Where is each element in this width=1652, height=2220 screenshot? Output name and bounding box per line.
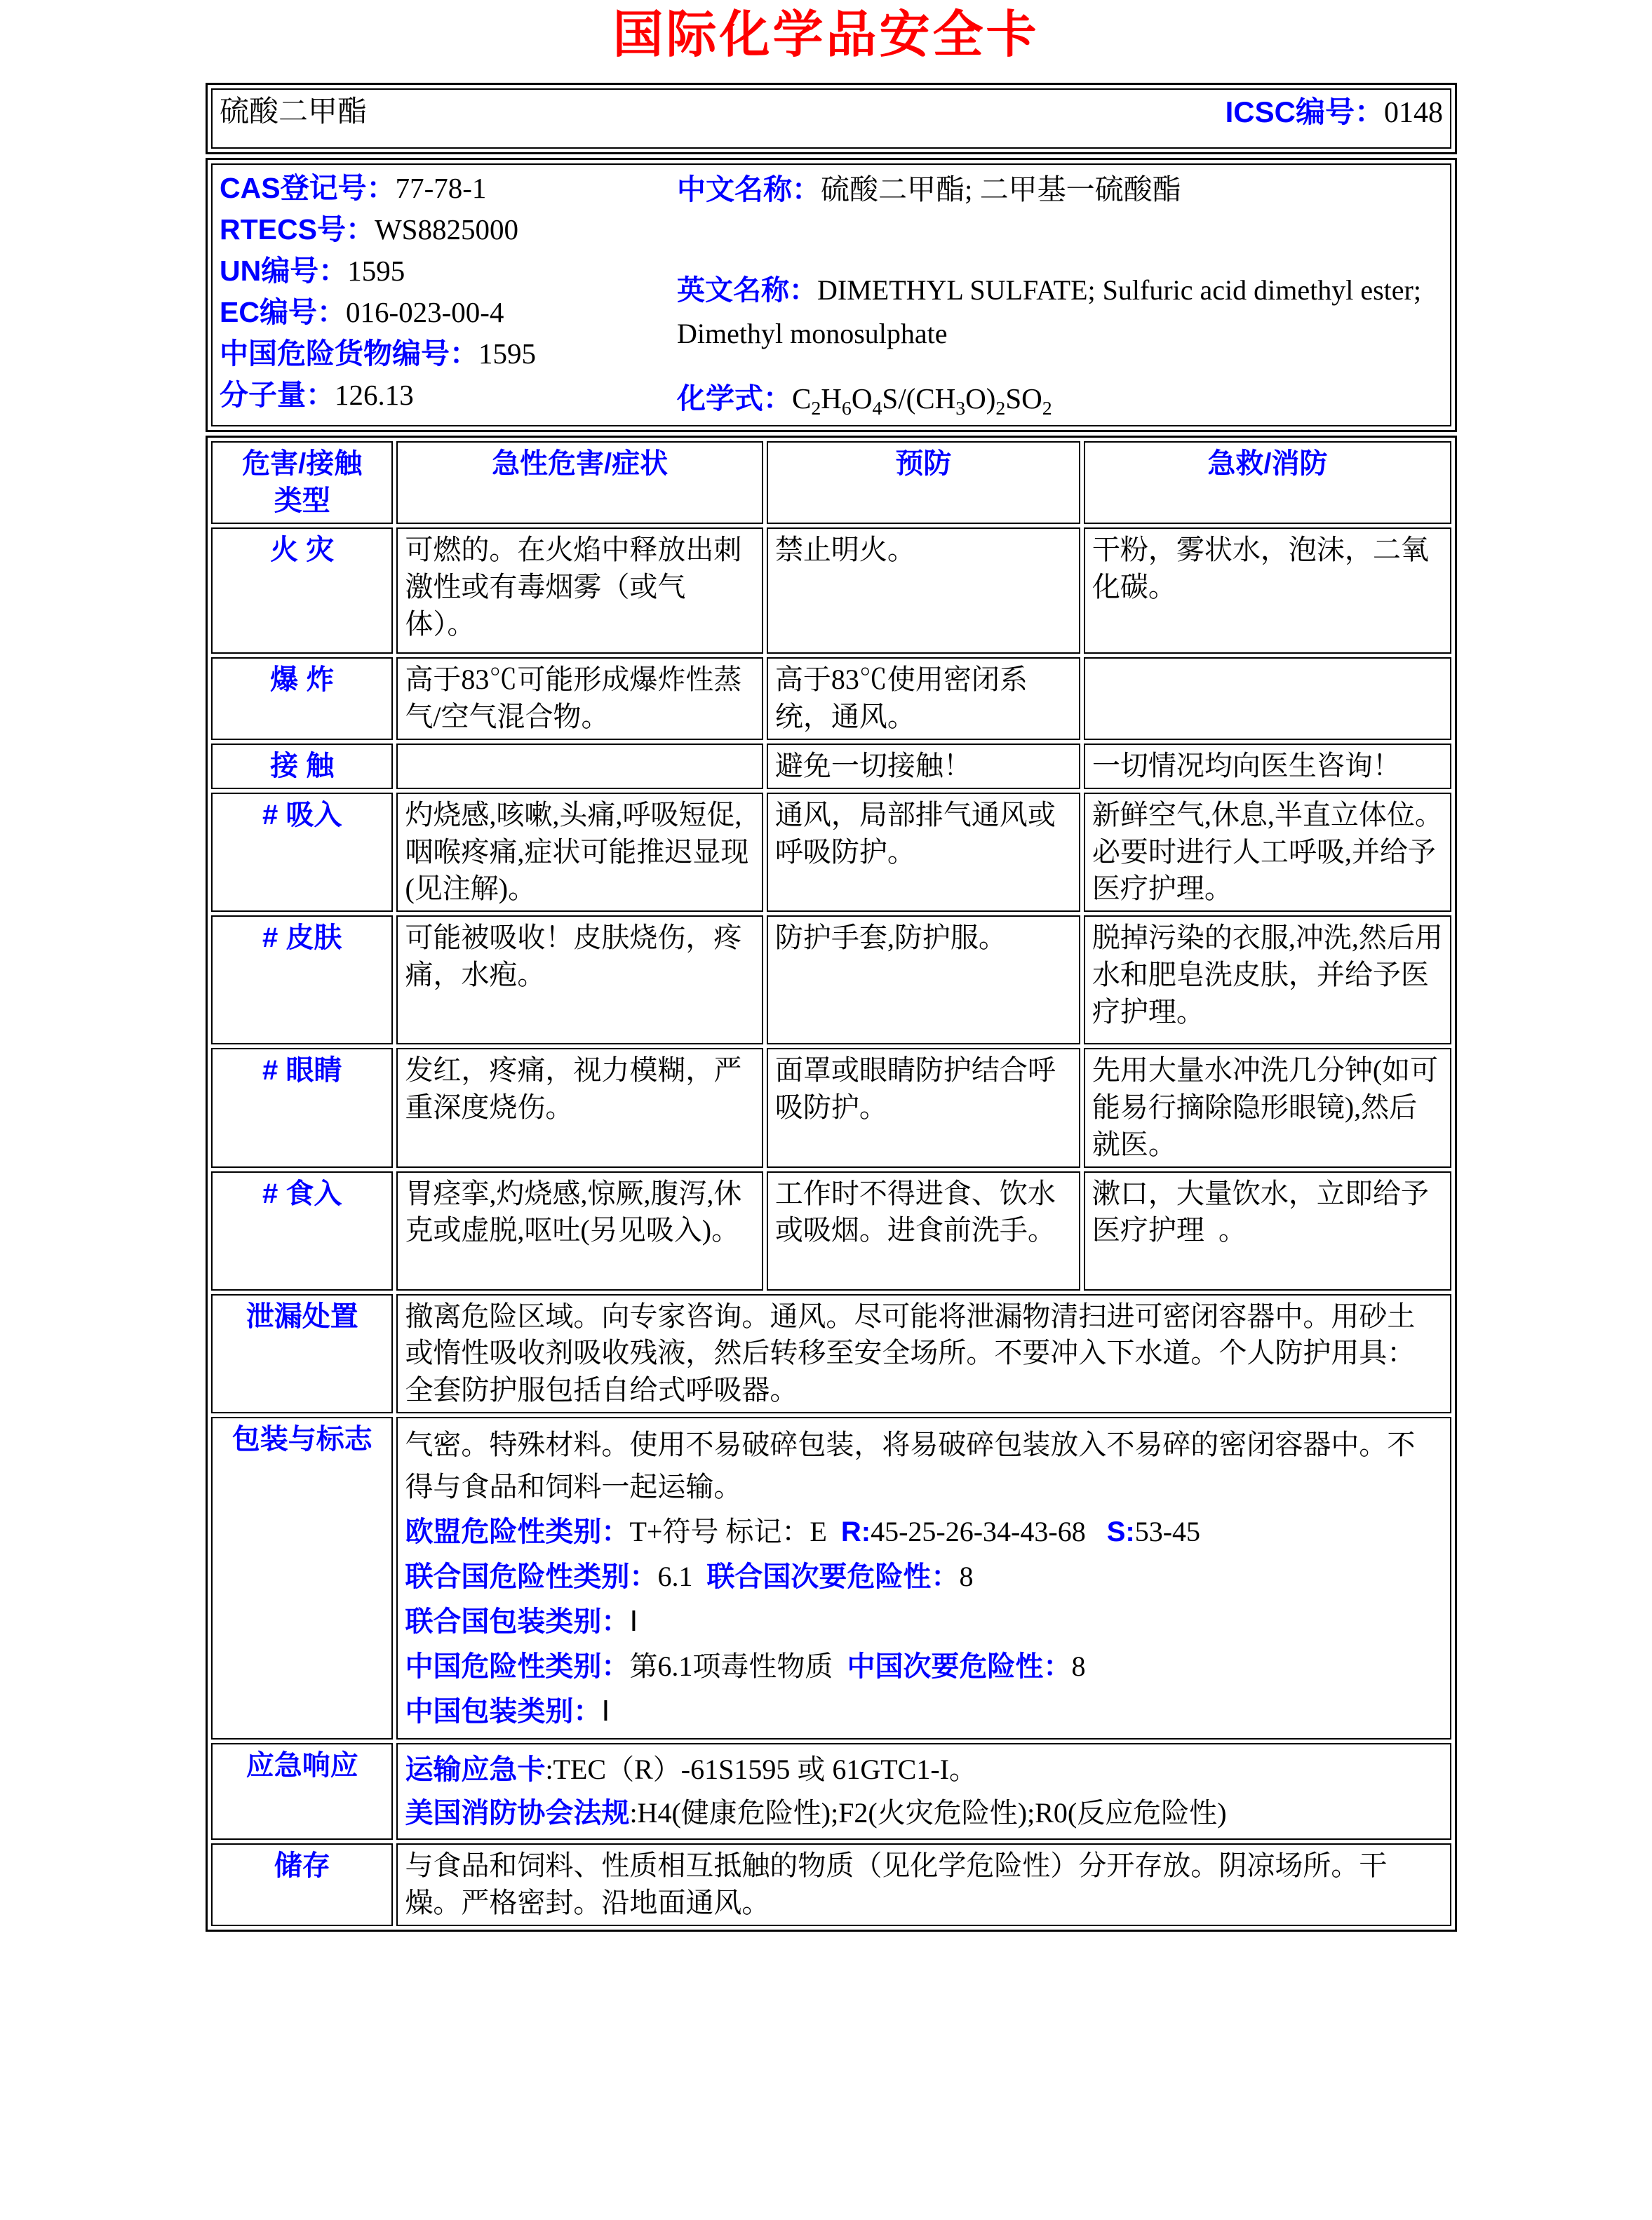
header-prevention: 预防 — [767, 441, 1080, 524]
name-bar-cell — [211, 88, 1451, 149]
english-name-line — [677, 269, 1443, 356]
row-label-emergency-response: 应急响应 — [211, 1743, 393, 1840]
hazard-table — [206, 436, 1457, 1932]
explosion-prevention-cell: 高于83℃使用密闭系统，通风。 — [767, 657, 1080, 740]
hazard-row-skin — [211, 915, 1451, 1044]
spill-disposal-cell: 撤离危险区域。向专家咨询。通风。尽可能将泄漏物清扫进可密闭容器中。用砂土或惰性吸收剂吸收残液，然后转移至安全场所。不要冲入下水道。个人防护用具：全套防护服包括自给式呼吸器。 — [396, 1294, 1451, 1413]
explosion-response-cell — [1084, 657, 1451, 740]
icsc-number-group — [1225, 93, 1443, 133]
un-packing-group-line: 联合国包装类别：Ⅰ — [405, 1606, 638, 1638]
icsc-label: ICSC编号： — [1225, 95, 1384, 128]
hazard-row-ingestion — [211, 1171, 1451, 1291]
row-label-storage: 储存 — [211, 1843, 393, 1926]
cas-number-line — [220, 168, 669, 209]
safety-card-sheet — [206, 83, 1457, 1935]
un-number-value: 1595 — [347, 255, 405, 288]
molecular-weight-line — [220, 375, 669, 416]
skin-prevention-cell: 防护手套,防护服。 — [767, 915, 1080, 1044]
header-response: 急救/消防 — [1084, 441, 1451, 524]
inhalation-symptoms-cell: 灼烧感,咳嗽,头痛,呼吸短促,咽喉疼痛,症状可能推迟显现(见注解)。 — [396, 793, 763, 912]
name-bar-table — [206, 83, 1457, 154]
china-classification-line: 中国危险性类别：第6.1项毒性物质 中国次要危险性：8 — [405, 1650, 1086, 1683]
china-packing-group-line: 中国包装类别：Ⅰ — [405, 1695, 610, 1728]
rtecs-number-line — [220, 209, 669, 250]
identification-table — [206, 158, 1457, 432]
un-number-line — [220, 250, 669, 292]
page-title: 国际化学品安全卡 — [612, 7, 1040, 63]
spill-disposal-row — [211, 1294, 1451, 1413]
ingestion-prevention-cell: 工作时不得进食、饮水或吸烟。进食前洗手。 — [767, 1171, 1080, 1291]
contact-symptoms-cell — [396, 744, 763, 789]
molecular-weight-label: 分子量： — [220, 379, 335, 412]
row-label-ingestion: # 食入 — [211, 1171, 393, 1291]
emergency-response-row — [211, 1743, 1451, 1840]
english-name-label: 英文名称： — [677, 275, 817, 307]
row-label-fire: 火 灾 — [211, 527, 393, 654]
chemical-formula-label: 化学式： — [677, 382, 792, 415]
china-dg-number-label: 中国危险货物编号： — [220, 337, 478, 370]
storage-cell: 与食品和饲料、性质相互抵触的物质（见化学危险性）分开存放。阴凉场所。干燥。严格密封。沿地面通风。 — [396, 1843, 1451, 1926]
header-symptoms: 急性危害/症状 — [396, 441, 763, 524]
explosion-symptoms-cell: 高于83℃可能形成爆炸性蒸气/空气混合物。 — [396, 657, 763, 740]
storage-row — [211, 1843, 1451, 1926]
chinese-name-line — [677, 170, 1443, 208]
skin-response-cell: 脱掉污染的衣服,冲洗,然后用水和肥皂洗皮肤，并给予医疗护理。 — [1084, 915, 1451, 1044]
skin-symptoms-cell: 可能被吸收！皮肤烧伤，疼痛，水疱。 — [396, 915, 763, 1044]
hazard-row-fire — [211, 527, 1451, 654]
ec-number-line — [220, 292, 669, 333]
packaging-labelling-row — [211, 1417, 1451, 1740]
hazard-row-eyes — [211, 1048, 1451, 1167]
un-number-label: UN编号： — [220, 255, 348, 288]
header-hazard-type-line2: 类型 — [274, 485, 330, 516]
rtecs-number-value: WS8825000 — [374, 213, 518, 246]
substance-name: 硫酸二甲酯 — [220, 96, 368, 128]
chemical-formula-value: $C_2H_6O_4S/(CH_3O)_2SO_2$ — [792, 382, 1052, 420]
row-label-spill-disposal: 泄漏处置 — [211, 1294, 393, 1413]
cas-number-label: CAS登记号： — [220, 172, 396, 205]
identification-cell — [211, 163, 1451, 426]
inhalation-response-cell: 新鲜空气,休息,半直立体位。必要时进行人工呼吸,并给予医疗护理。 — [1084, 793, 1451, 912]
un-classification-line: 联合国危险性类别：6.1 联合国次要危险性：8 — [405, 1561, 974, 1593]
emergency-response-cell — [396, 1743, 1451, 1840]
hazard-header-row — [211, 441, 1451, 524]
eyes-response-cell: 先用大量水冲洗几分钟(如可能易行摘除隐形眼镜),然后就医。 — [1084, 1048, 1451, 1167]
eyes-symptoms-cell: 发红，疼痛，视力模糊，严重深度烧伤。 — [396, 1048, 763, 1167]
nfpa-code-line: 美国消防协会法规:H4(健康危险性);F2(火灾危险性);R0(反应危险性) — [405, 1797, 1227, 1829]
chinese-name-label: 中文名称： — [677, 173, 821, 206]
header-hazard-type — [211, 441, 393, 524]
contact-prevention-cell: 避免一切接触！ — [767, 744, 1080, 789]
eyes-prevention-cell: 面罩或眼睛防护结合呼吸防护。 — [767, 1048, 1080, 1167]
cas-number-value: 77-78-1 — [395, 172, 487, 205]
hazard-row-contact — [211, 744, 1451, 789]
china-dg-number-value: 1595 — [478, 337, 536, 370]
fire-response-cell: 干粉，雾状水，泡沫，二氧化碳。 — [1084, 527, 1451, 654]
identification-names — [669, 168, 1443, 422]
ec-number-label: EC编号： — [220, 296, 346, 329]
chemical-formula-line — [677, 379, 1443, 422]
hazard-row-explosion — [211, 657, 1451, 740]
hazard-row-inhalation — [211, 793, 1451, 912]
ec-number-value: 016-023-00-4 — [345, 296, 504, 329]
chinese-name-value: 硫酸二甲酯; 二甲基一硫酸酯 — [821, 173, 1181, 206]
ingestion-response-cell: 漱口，大量饮水，立即给予医疗护理 。 — [1084, 1171, 1451, 1291]
name-bar-row — [211, 88, 1451, 149]
eu-classification-line: 欧盟危险性类别：T+符号 标记：E R:45-25-26-34-43-68 S:53-45 — [405, 1516, 1201, 1548]
inhalation-prevention-cell: 通风，局部排气通风或呼吸防护。 — [767, 793, 1080, 912]
transport-emergency-card-line: 运输应急卡:TEC（R）-61S1595 或 61GTC1-I。 — [405, 1754, 977, 1786]
row-label-eyes: # 眼睛 — [211, 1048, 393, 1167]
english-name-value: DIMETHYL SULFATE; Sulfuric acid dimethyl ester; Dimethyl monosulphate — [677, 274, 1421, 350]
contact-response-cell: 一切情况均向医生咨询！ — [1084, 744, 1451, 789]
identification-numbers — [220, 168, 669, 422]
row-label-contact: 接 触 — [211, 744, 393, 789]
rtecs-number-label: RTECS号： — [220, 213, 375, 246]
identification-row — [211, 163, 1451, 426]
row-label-explosion: 爆 炸 — [211, 657, 393, 740]
row-label-packaging: 包装与标志 — [211, 1417, 393, 1740]
row-label-skin: # 皮肤 — [211, 915, 393, 1044]
row-label-inhalation: # 吸入 — [211, 793, 393, 912]
ingestion-symptoms-cell: 胃痉挛,灼烧感,惊厥,腹泻,休克或虚脱,呕吐(另见吸入)。 — [396, 1171, 763, 1291]
packaging-labelling-cell — [396, 1417, 1451, 1740]
packaging-general-line: 气密。特殊材料。使用不易破碎包装，将易破碎包装放入不易碎的密闭容器中。不得与食品和饲料一起运输。 — [405, 1429, 1416, 1503]
fire-prevention-cell: 禁止明火。 — [767, 527, 1080, 654]
icsc-number: 0148 — [1384, 97, 1443, 129]
china-dg-number-line — [220, 333, 669, 375]
header-hazard-type-line1: 危害/接触 — [242, 448, 363, 480]
fire-symptoms-cell: 可燃的。在火焰中释放出刺激性或有毒烟雾（或气体）。 — [396, 527, 763, 654]
molecular-weight-value: 126.13 — [335, 379, 414, 412]
